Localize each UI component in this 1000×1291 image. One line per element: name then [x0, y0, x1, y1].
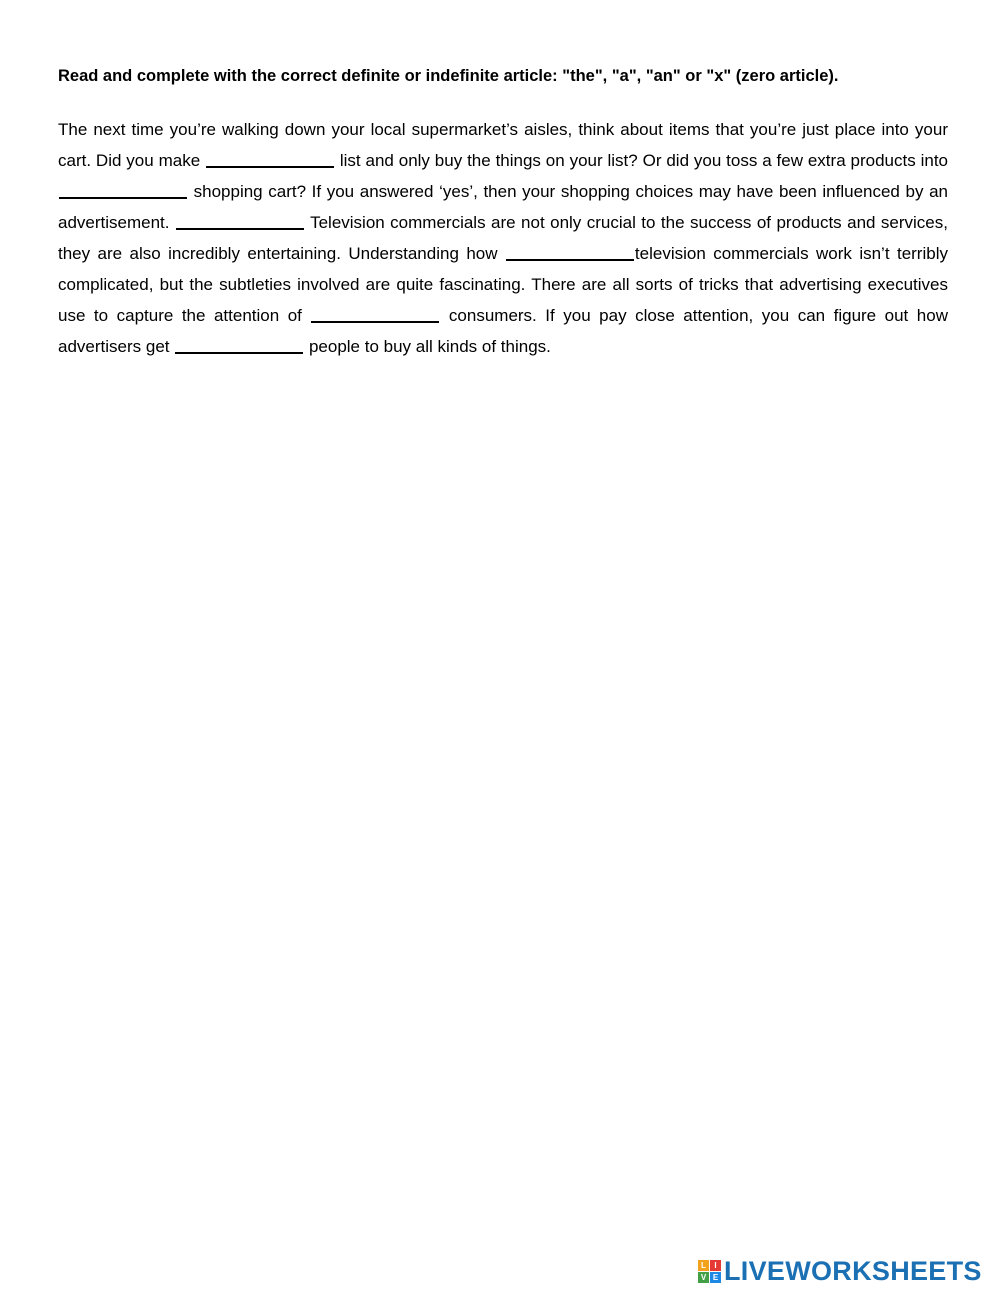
passage-segment: The next time you’re walking down your local supermarket’s aisles, think about items that you’re just place into your cart. Did you make	[58, 120, 948, 170]
instructions-heading: Read and complete with the correct definite or indefinite article: "the", "a", "an" or "x" (zero article).	[58, 67, 839, 85]
logo-text: LIVEWORKSHEETS	[724, 1256, 982, 1286]
passage-segment: consumers. If you pay close attention, you can figure out how advertisers get	[58, 306, 948, 356]
answer-blank-6[interactable]	[175, 334, 303, 354]
passage-segment: shopping cart? If you answered ‘yes’, then your shopping choices may have been influenced by an advertisement.	[58, 182, 948, 232]
logo-mark-icon	[698, 1260, 721, 1283]
answer-blank-1[interactable]	[206, 148, 334, 168]
answer-blank-4[interactable]	[506, 241, 634, 261]
passage-text	[58, 114, 948, 362]
passage-segment: television commercials work isn’t terribly complicated, but the subtleties involved are quite fascinating. There are all sorts of tricks that advertising executives use to capture the attention of	[58, 244, 948, 325]
answer-blank-3[interactable]	[176, 210, 304, 230]
logo-letter: E	[710, 1272, 721, 1283]
passage-segment: list and only buy the things on your list? Or did you toss a few extra products into	[335, 151, 948, 170]
answer-blank-5[interactable]	[311, 303, 439, 323]
liveworksheets-logo	[698, 1256, 982, 1286]
passage-segment: people to buy all kinds of things.	[304, 337, 551, 356]
logo-letter: L	[698, 1260, 709, 1271]
answer-blank-2[interactable]	[59, 179, 187, 199]
logo-letter: V	[698, 1272, 709, 1283]
logo-letter: I	[710, 1260, 721, 1271]
passage-segment: Television commercials are not only crucial to the success of products and services, they are also incredibly entertaining. Understanding how	[58, 213, 948, 263]
